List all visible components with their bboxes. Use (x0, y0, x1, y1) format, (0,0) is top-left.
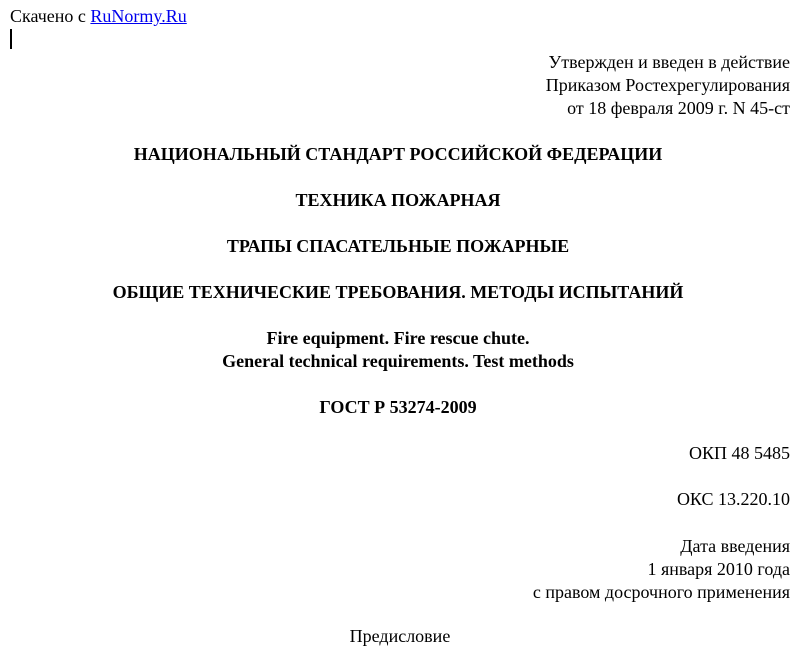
text-cursor (10, 29, 12, 49)
general-requirements-heading: ОБЩИЕ ТЕХНИЧЕСКИЕ ТРЕБОВАНИЯ. МЕТОДЫ ИСПЫТАНИЙ (112, 282, 684, 302)
introduction-note: с правом досрочного применения (532, 582, 790, 602)
standard-number: ГОСТ Р 53274-2009 (319, 397, 477, 417)
rescue-chutes-heading: ТРАПЫ СПАСАТЕЛЬНЫЕ ПОЖАРНЫЕ (226, 236, 570, 256)
foreword-heading: Предисловие (349, 626, 451, 646)
approval-line-3: от 18 февраля 2009 г. N 45-ст (567, 98, 790, 118)
introduction-block (533, 535, 790, 604)
okp-code: ОКП 48 5485 (688, 443, 790, 463)
oks-code: ОКС 13.220.10 (676, 489, 790, 509)
introduction-date: 1 января 2010 года (647, 559, 790, 579)
source-prefix: Скачено с (10, 6, 91, 26)
english-title-line-1: Fire equipment. Fire rescue chute. (266, 328, 530, 348)
english-title (0, 327, 796, 373)
approval-block (546, 51, 790, 120)
english-title-line-2: General technical requirements. Test methods (222, 351, 574, 371)
approval-line-2: Приказом Ростехрегулирования (545, 75, 790, 95)
approval-line-1: Утвержден и введен в действие (548, 52, 790, 72)
introduction-label: Дата введения (680, 536, 790, 556)
source-line (10, 6, 187, 26)
source-link[interactable]: RuNormy.Ru (90, 6, 187, 26)
national-standard-heading: НАЦИОНАЛЬНЫЙ СТАНДАРТ РОССИЙСКОЙ ФЕДЕРАЦИИ (133, 144, 663, 164)
fire-equipment-heading: ТЕХНИКА ПОЖАРНАЯ (295, 190, 501, 210)
